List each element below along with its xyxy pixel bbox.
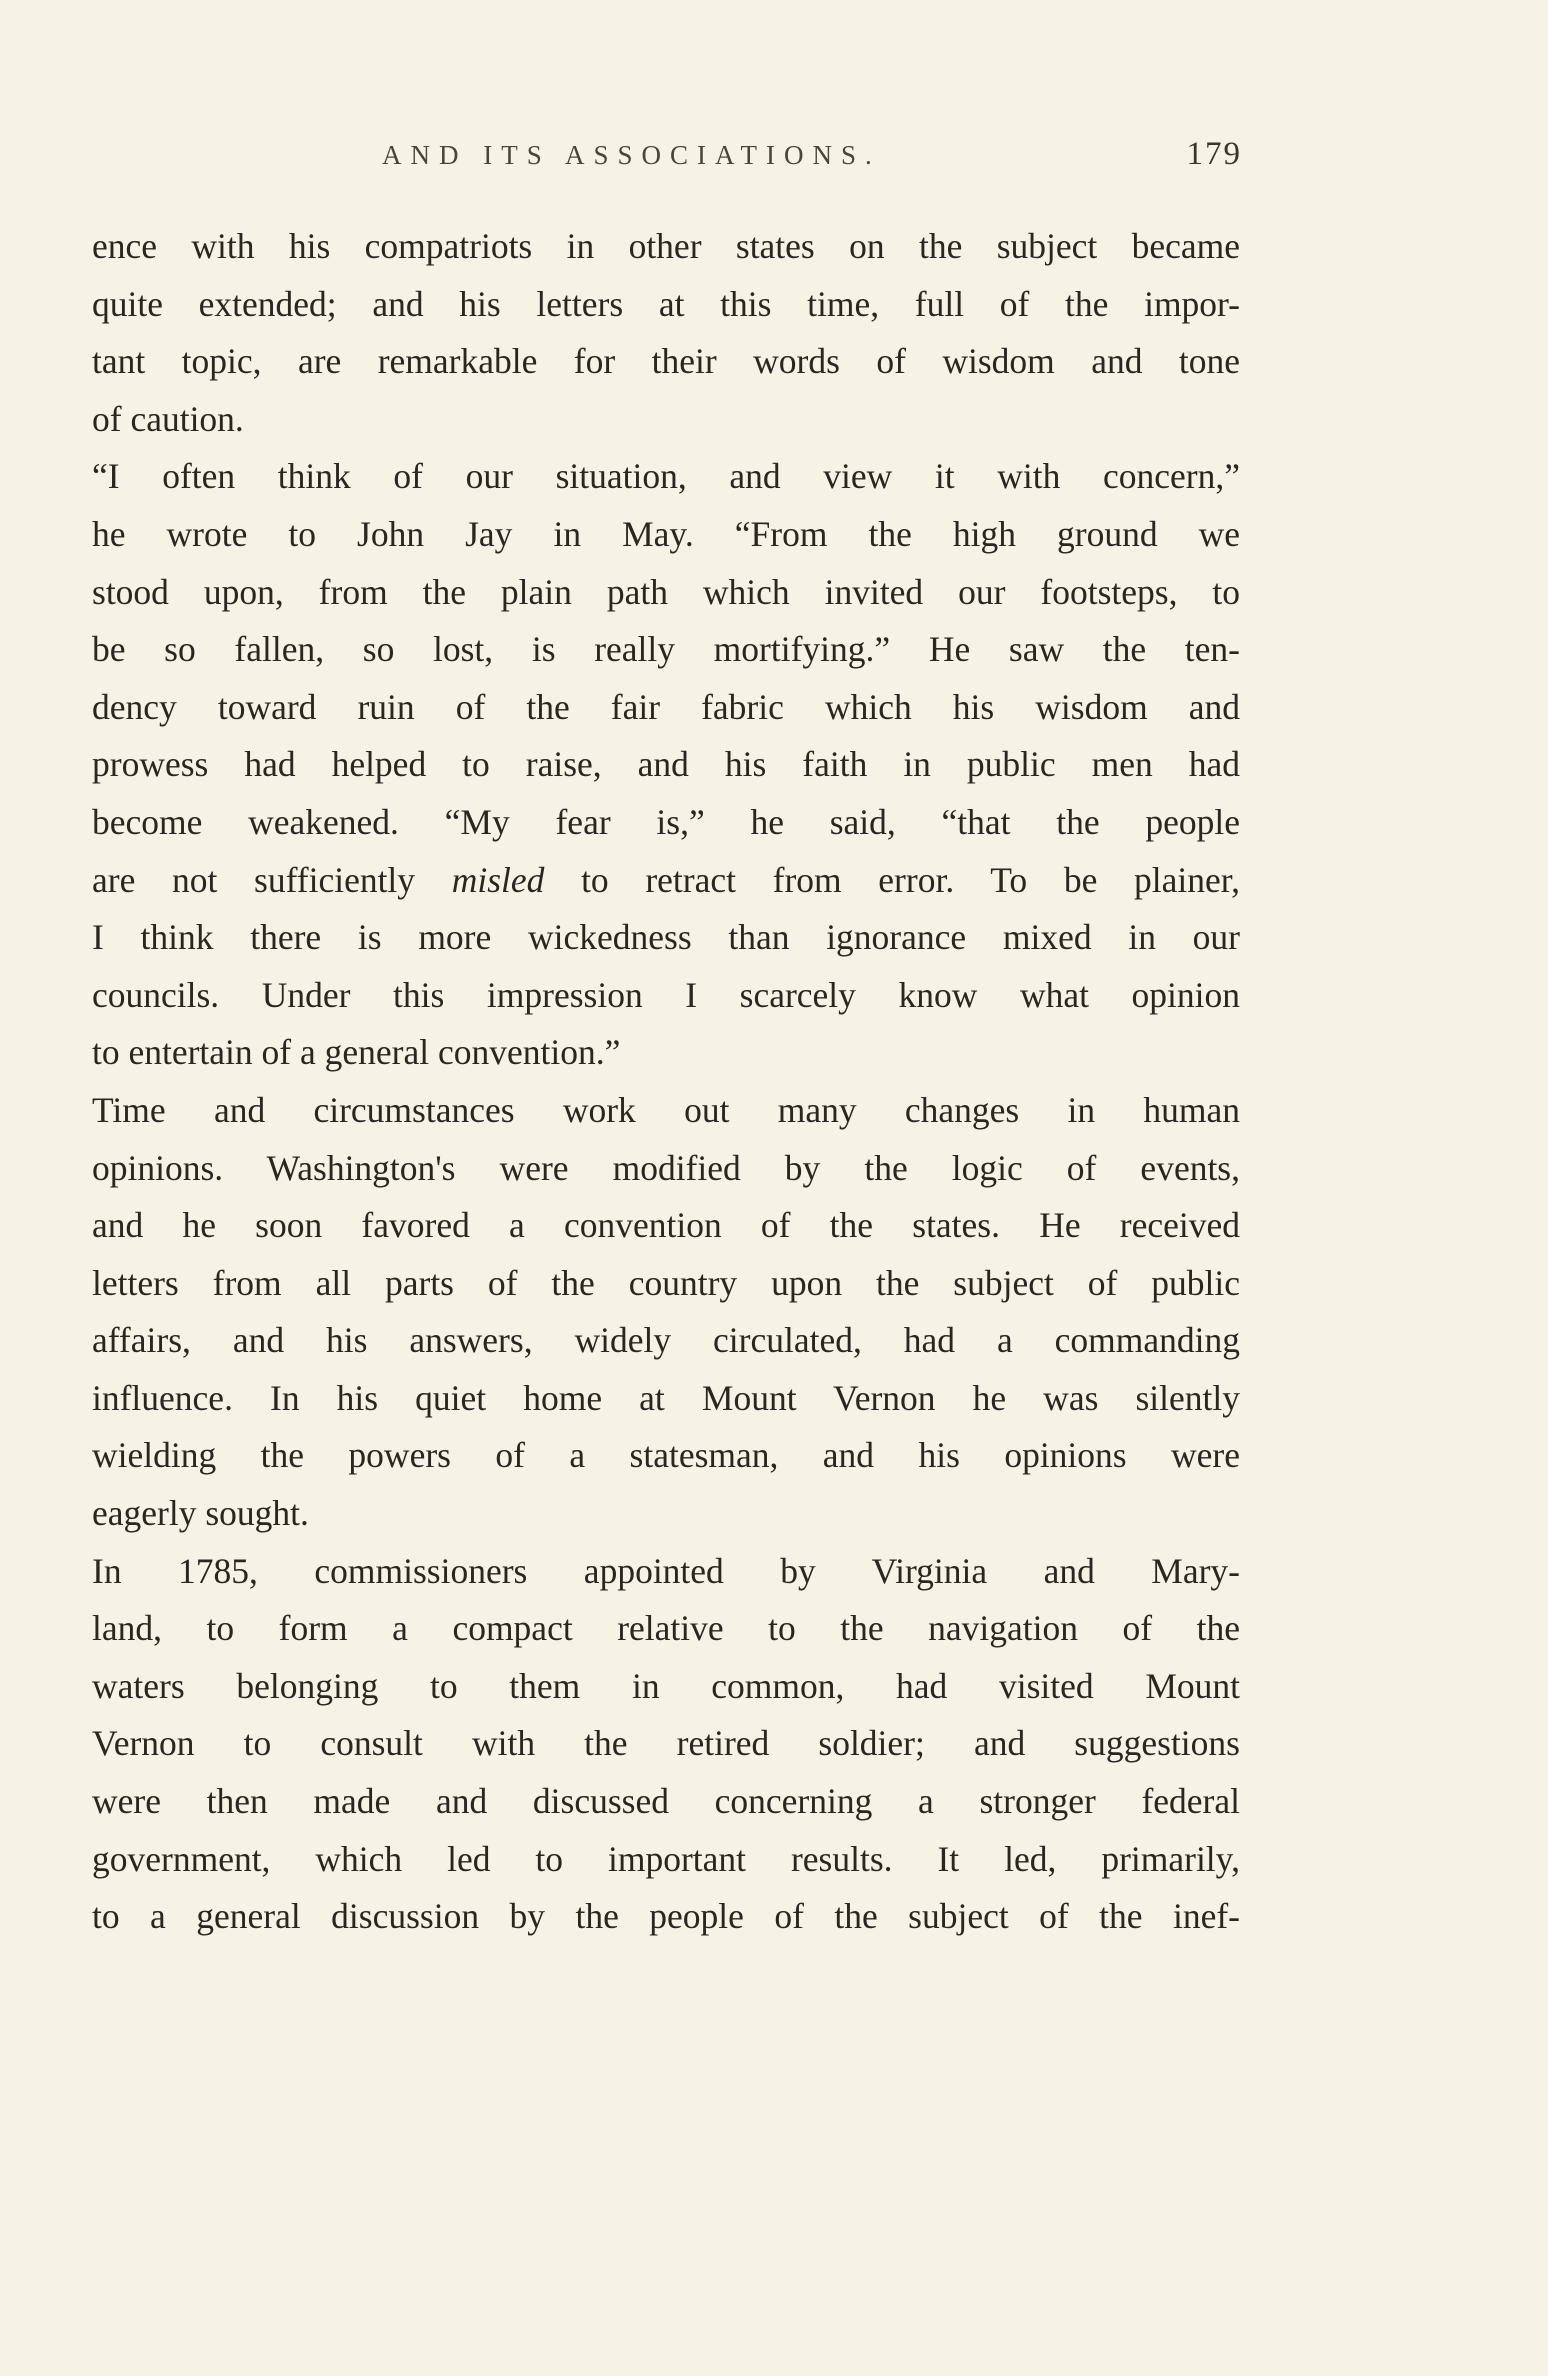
- text-line: prowess had helped to raise, and his faith in public men had: [92, 744, 1240, 785]
- paragraph-start-line: Time and circumstances work out many changes in human: [92, 1089, 1240, 1130]
- text-line: government, which led to important results. It led, primarily,: [92, 1838, 1240, 1879]
- paragraph-end-line: eagerly sought.: [92, 1493, 309, 1534]
- text-line: and he soon favored a convention of the states. He received: [92, 1205, 1240, 1246]
- running-head: [92, 136, 1242, 190]
- text-line: quite extended; and his letters at this time, full of the impor-: [92, 283, 1240, 324]
- text-line: were then made and discussed concerning a stronger federal: [92, 1781, 1240, 1822]
- text-line: affairs, and his answers, widely circulated, had a commanding: [92, 1320, 1240, 1361]
- page-number: 179: [1186, 136, 1242, 172]
- paragraph-end-line: of caution.: [92, 398, 244, 439]
- italic-word: misled: [451, 859, 545, 900]
- text-line-with-italic: [92, 852, 1240, 910]
- text-line: wielding the powers of a statesman, and his opinions were: [92, 1435, 1240, 1476]
- text-line: Vernon to consult with the retired soldier; and suggestions: [92, 1723, 1240, 1764]
- text-line: be so fallen, so lost, is really mortifying.” He saw the ten-: [92, 629, 1240, 670]
- text-line: opinions. Washington's were modified by the logic of events,: [92, 1147, 1240, 1188]
- text-line: become weakened. “My fear is,” he said, “that the people: [92, 801, 1240, 842]
- paragraph-end-line: to entertain of a general convention.”: [92, 1032, 621, 1073]
- text-line: councils. Under this impression I scarcely know what opinion: [92, 974, 1240, 1015]
- text-line: I think there is more wickedness than ignorance mixed in our: [92, 917, 1240, 958]
- paragraph-start-line: In 1785, commissioners appointed by Virginia and Mary-: [92, 1550, 1240, 1591]
- text-line: letters from all parts of the country upon the subject of public: [92, 1262, 1240, 1303]
- text-segment: are not sufficiently: [92, 859, 452, 900]
- body-text: [92, 218, 1240, 1946]
- text-line: land, to form a compact relative to the navigation of the: [92, 1608, 1240, 1649]
- text-line: waters belonging to them in common, had visited Mount: [92, 1665, 1240, 1706]
- paragraph-start-line: “I often think of our situation, and view it with concern,”: [92, 456, 1240, 497]
- text-line: he wrote to John Jay in May. “From the high ground we: [92, 513, 1240, 554]
- text-line: stood upon, from the plain path which invited our footsteps, to: [92, 571, 1240, 612]
- text-segment: to retract from error. To be plainer,: [544, 859, 1241, 900]
- text-line: to a general discussion by the people of the subject of the inef-: [92, 1896, 1240, 1937]
- running-title: AND ITS ASSOCIATIONS.: [382, 140, 881, 170]
- text-line: influence. In his quiet home at Mount Vernon he was silently: [92, 1377, 1240, 1418]
- text-line: tant topic, are remarkable for their words of wisdom and tone: [92, 341, 1240, 382]
- text-line: ence with his compatriots in other states on the subject became: [92, 226, 1240, 266]
- text-line: dency toward ruin of the fair fabric which his wisdom and: [92, 686, 1240, 727]
